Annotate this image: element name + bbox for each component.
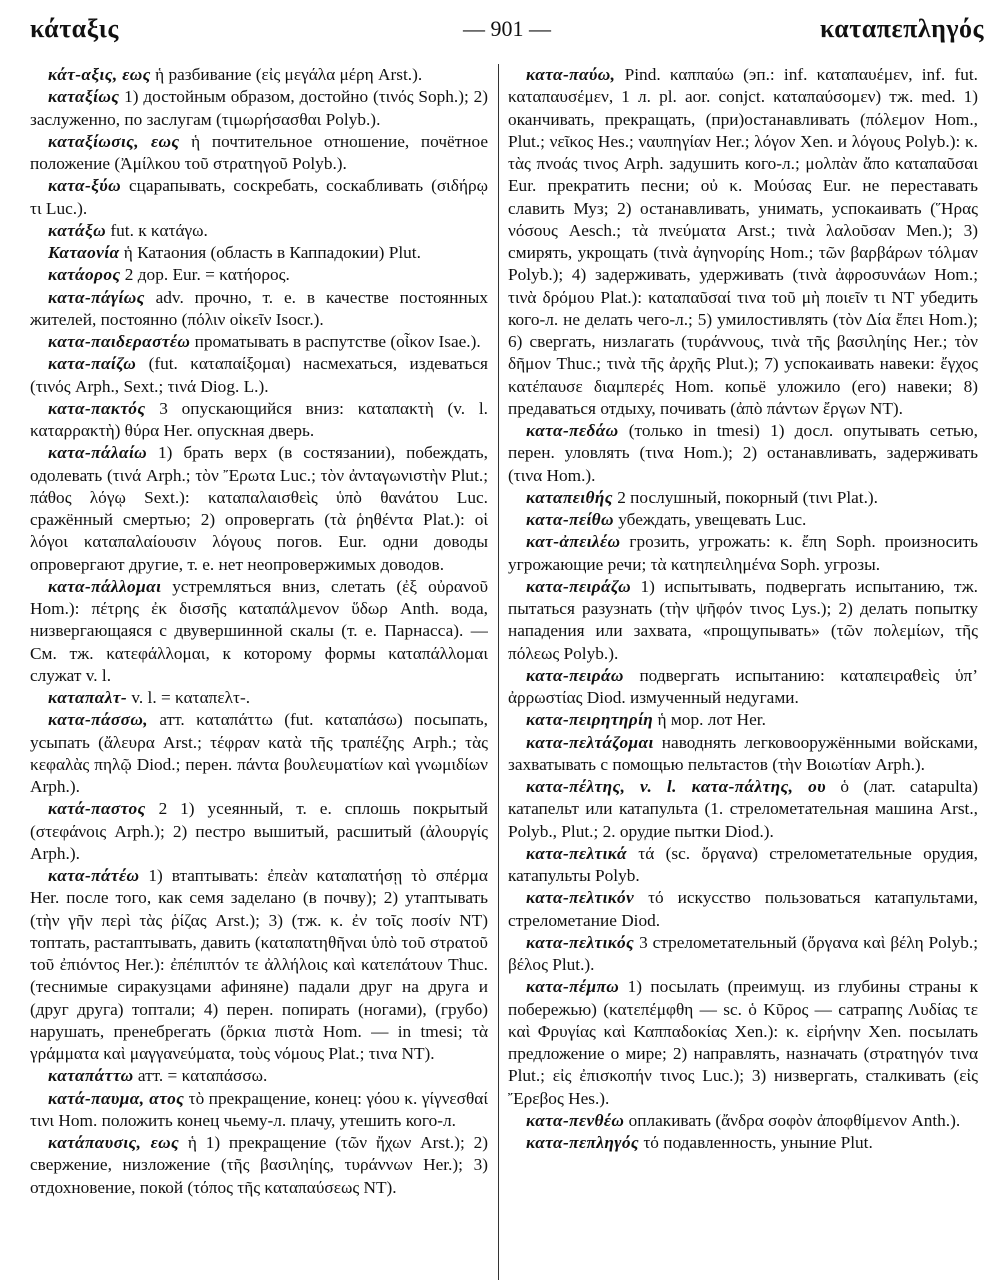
entry-definition: τό подавленность, уныние Plut.: [643, 1133, 873, 1152]
page-header: [30, 8, 984, 48]
entry-definition: τά (sc. ὄργανα) стрелометательные орудия, катапульты Polyb.: [508, 843, 978, 885]
entry-headword: κατα-πακτός: [48, 398, 146, 418]
entry-definition: adv. прочно, т. е. в качестве постоянных жителей, постоянно (πόλιν οἰκεῖν Isocr.).: [30, 287, 488, 329]
dictionary-entry: [508, 887, 978, 932]
dictionary-entry: [30, 709, 488, 798]
dictionary-entry: [508, 932, 978, 977]
entry-headword: Καταονία: [48, 243, 120, 262]
entry-headword: κατα-πελτικόν: [526, 888, 635, 908]
dictionary-entry: [30, 86, 488, 131]
entry-definition: 2 1) усеянный, т. е. сплошь покрытый (στεφάνοις Arph.); 2) пестро вышитый, расшитый (ἀλουργίς Arph.).: [30, 799, 488, 863]
entry-definition: 1) посылать (преимущ. из глубины страны к побережью) (κατεπέμφθη — sc. ὁ Κῦρος — сатрапης Λυδίας τε καὶ Φρυγίας καὶ Καππαδοκίας Xen.): κ. εἰρήνην Xen. посылать предложение о мире; 2) направлять, назначать (στρατηγόν τινα Plut.; εἰς ἐπισκοπήν τινος Luc.); 3) низвергать, сталкивать (εἰς Ἔρεβος Hes.).: [508, 977, 978, 1108]
entry-definition: подвергать испытанию: καταπειραθεὶς ὑπ’ ἀρρωστίας Diod. измученный недугами.: [508, 665, 978, 707]
entry-definition: оплакивать (ἄνδρα σοφὸν ἀποφθίμενον Anth.).: [628, 1110, 961, 1130]
entry-headword: κατα-πεδάω: [526, 421, 619, 440]
entry-headword: κατάορος: [48, 265, 121, 285]
dictionary-entry: [508, 64, 978, 420]
dictionary-entry: [30, 264, 488, 286]
entry-headword: κατα-παύω,: [526, 65, 616, 84]
entry-headword: καταξίως: [48, 87, 120, 107]
entry-definition: τὸ прекращение, конец: γόου κ. γίγνεσθαί τινι Hom. положить конец чьему-л. плачу, утешить кого-л.: [30, 1088, 488, 1130]
entry-headword: κατα-πείθω: [526, 510, 614, 529]
entry-definition: v. l. = καταπελτ-.: [131, 688, 251, 707]
dictionary-entry: [508, 1110, 978, 1132]
entry-definition: проматывать в распутстве (οἶκον Isae.).: [194, 332, 481, 351]
entry-definition: 3 опускающийся вниз: καταπακτὴ (v. l. καταρρακτὴ) θύρα Her. опускная дверь.: [30, 398, 488, 440]
dictionary-entry: [508, 976, 978, 1110]
entry-headword: καταπειθής: [526, 487, 613, 507]
entry-definition: ἡ 1) прекращение (τῶν ἤχων Arst.); 2) свержение, низложение (τῆς βασιληίης, τυράννων Her.); 3) отдохновение, покой (τόπος τῆς καταπαύσεως NT).: [30, 1133, 488, 1197]
entry-headword: κατ-ἀπειλέω: [526, 532, 621, 552]
dictionary-entry: [30, 353, 488, 398]
dictionary-entry: [508, 709, 978, 731]
entry-definition: τό искусство пользоваться катапультами, стрелометание Diod.: [508, 888, 978, 930]
entry-definition: (fut. καταπαίξομαι) насмехаться, издеваться (τινός Arph., Sext.; τινά Diog. L.).: [30, 354, 488, 396]
entry-headword: κατα-πελτικά: [526, 843, 627, 863]
entry-headword: κατα-πάσσω,: [48, 710, 148, 730]
entry-definition: атт. = καταπάσσω.: [137, 1066, 268, 1086]
dictionary-entry: [30, 175, 488, 220]
dictionary-entry: [508, 487, 978, 509]
dictionary-entry: [30, 576, 488, 687]
entry-headword: κατα-πέλτης, v. l. κατα-πάλτης, ου: [526, 777, 827, 796]
entry-definition: убеждать, увещевать Luc.: [618, 510, 807, 529]
entry-headword: κατα-πειράω: [526, 665, 624, 685]
entry-headword: κατάπαυσις, εως: [48, 1133, 180, 1152]
dictionary-entry: [508, 420, 978, 487]
dictionary-entry: [508, 1132, 978, 1154]
dictionary-entry: [30, 687, 488, 709]
page-number: — 901 —: [463, 16, 551, 41]
entry-headword: κατά-παυμα, ατος: [48, 1088, 185, 1108]
entry-definition: (только in tmesi) 1) досл. опутывать сетью, перен. уловлять (τινα Hom.); 2) останавливать, задерживать (τινα Hom.).: [508, 421, 978, 485]
header-right-catchword: καταπεπληγός: [820, 14, 984, 43]
entry-headword: κατα-πειρητηρίη: [526, 710, 654, 730]
entry-definition: fut. к κατάγω.: [110, 220, 208, 240]
entry-headword: κάτ-αξις, εως: [48, 65, 151, 84]
entry-definition: 1) брать верх (в состязании), побеждать, одолевать (τινά Arph.; τὸν Ἔρωτα Luc.; τὸν ἀνταγωνιστὴν Plut.; πάθος λόγῳ Sext.): καταπαλαισθεὶς ὑπὸ θανάτου Luc. сражённый смертью; 2) опровергать (τὰ ῥηθέντα Plat.): οἱ λόγοι καταπαλαίουσιν λόγους погов. Eur. одни доводы опровергают другие, т. е. нет неопровержимых доводов.: [30, 443, 488, 574]
entry-headword: κατα-παίζω: [48, 354, 137, 374]
dictionary-entry: [30, 220, 488, 242]
entry-definition: ὁ (лат. catapulta) катапельт или катапульта (1. стрелометательная машина Arst., Polyb., Plut.; 2. орудие пытки Diod.).: [508, 777, 978, 841]
entry-definition: 2 послушный, покорный (τινι Plat.).: [617, 487, 878, 507]
entry-headword: κατα-πάγίως: [48, 287, 145, 307]
entry-definition: ἡ разбивание (εἰς μεγάλα μέρη Arst.).: [155, 65, 423, 84]
entry-definition: 1) достойным образом, достойно (τινός Soph.); 2) заслуженно, по заслугам (τιμωρήσασθαι Polyb.).: [30, 87, 488, 129]
entry-headword: κατα-πελτάζομαι: [526, 732, 654, 752]
entry-headword: κατα-πειράζω: [526, 576, 631, 596]
entry-definition: атт. καταπάττω (fut. καταπάσω) посыпать, усыпать (ἄλευρα Arst.; τέφραν κατὰ τῆς τραπέζης Arph.; τὰς κεφαλὰς πηλῷ Diod.; перен. πάντα βουλευματίων καὶ γνωμιδίων Arph.).: [30, 710, 488, 796]
dictionary-entry: [30, 1088, 488, 1133]
entry-headword: κατα-πάλλομαι: [48, 576, 162, 596]
dictionary-entry: [508, 776, 978, 843]
left-column: [30, 64, 488, 1282]
dictionary-entry: [30, 442, 488, 576]
entry-definition: ἡ почтительное отношение, почётное положение (Ἀμίλκου τοῦ στρατηγοῦ Polyb.).: [30, 131, 488, 173]
dictionary-entry: [30, 331, 488, 353]
dictionary-entry: [30, 131, 488, 176]
entry-headword: κατα-πενθέω: [526, 1110, 625, 1130]
column-divider: [498, 64, 499, 1280]
entry-definition: ἡ Катаония (область в Каппадокии) Plut.: [123, 243, 421, 262]
entry-definition: 3 стрелометательный (ὄργανα καὶ βέλη Polyb.; βέλος Plut.).: [508, 932, 978, 974]
dictionary-entry: [30, 865, 488, 1065]
entry-headword: κατάξω: [48, 220, 107, 240]
entry-definition: 2 дор. Eur. = κατήορος.: [124, 265, 290, 285]
dictionary-entry: [30, 1132, 488, 1199]
entry-headword: κατα-πάλαίω: [48, 443, 148, 463]
entry-headword: καταπάττω: [48, 1066, 134, 1086]
dictionary-entry: [30, 798, 488, 865]
entry-headword: κατα-ξύω: [48, 176, 122, 196]
dictionary-entry: [30, 398, 488, 443]
dictionary-entry: [30, 242, 488, 264]
entry-headword: κατα-πεπληγός: [526, 1133, 639, 1152]
entry-definition: грозить, угрожать: κ. ἔπη Soph. произносить угрожающие речи; τὰ κατηπειλημένα Soph. угрозы.: [508, 532, 978, 574]
entry-headword: κατα-πάτέω: [48, 866, 140, 885]
header-left-catchword: κάταξις: [30, 14, 119, 43]
entry-headword: καταξίωσις, εως: [48, 131, 180, 151]
dictionary-entry: [508, 576, 978, 665]
entry-headword: κατά-παστος: [48, 799, 146, 819]
entry-definition: 1) втаптывать: ἐπεὰν καταπατήσῃ τὸ σπέρμα Her. после того, как семя заделано (в почву); 2) утаптывать (τὴν γῆν περὶ τὰς ῥίζας Arst.); 3) (тж. κ. ἐν τοῖς ποσίν NT) топтать, растаптывать, давить (καταπατηθῆναι ὑπὸ τοῦ στρατοῦ τοῦ ἐπιόντος Her.): ἐπέπιπτόν τε ἀλλήλοις καὶ κατεπάτουν Thuc. (теснимые сиракузцами афиняне) падали друг на друга и (друг друга) топтали; 4) перен. попирать (ногами), (грубо) нарушать, пренебрегать (ὅρκια πιστὰ Hom. — in tmesi; τὰ γράμματα καὶ μαγγανεύματα, τοὺς νόμους Plat.; τινα NT).: [30, 866, 488, 1063]
entry-definition: устремляться вниз, слетать (ἐξ οὐρανοῦ Hom.): πέτρης ἐκ δισσῆς καταπάλμενον ὕδωρ Anth. вода, низвергающаяся с двувершинной скалы (т. е. Парнасса). — См. тж. κατεφάλλομαι, к которому формы καταπάλλομαι служат v. l.: [30, 576, 488, 685]
dictionary-entry: [30, 64, 488, 86]
dictionary-entry: [508, 509, 978, 531]
entry-definition: ἡ мор. лот Her.: [657, 710, 766, 730]
dictionary-entry: [508, 732, 978, 777]
dictionary-entry: [508, 531, 978, 576]
dictionary-entry: [508, 665, 978, 710]
entry-definition: наводнять легковооружёнными войсками, захватывать с помощью пельтастов (τὴν Βοιωτίαν Arph.).: [508, 732, 978, 774]
entry-headword: κατα-πέμπω: [526, 977, 620, 997]
entry-definition: Pind. καππαύω (эп.: inf. καταπαυέμεν, inf. fut. καταπαυσέμεν, 1 л. pl. aor. conjct. καταπαύσομεν) тж. med. 1) оканчивать, прекращать, (при)останавливать (πόλεμον Hom., Plut.; νεῖκος Hes.; ναυπηγίαν Her.; λόγον Xen. и λόγους Polyb.): κ. τὰς πνοάς τινος Arph. задушить кого-л.; μολπὰν ἄπο καταπαῦσαι Eur. прекратить песни; οὐ κ. Μούσας Eur. не переставать славить Муз; 2) останавливать, унимать, успокаивать (Ἥρας νόσους Aesch.; τὰ πνεύματα Arst.; τινὰ λαλοῦσαν Men.); 3) смирять, укрощать (τινὰ ἀγηνορίης Hom.; τῶν βαρβάρων τόλμαν Polyb.); 4) задерживать, удерживать (τινὰ ἀφροσυνάων Hom.; τινὰ δρόμου Plat.): καταπαῦσαί τινα τοῦ μὴ ποιεῖν τι NT убедить кого-л. не делать чего-л.; 5) умилостивлять (τὸν Δία ἔπει Hom.); 6) свергать, низлагать (τυράννους, τινὰ τῆς βασιληίης Her.; τὸν δῆμον Thuc.; τινὰ τῆς ἀρχῆς Plut.); 7) успокаивать навеки: ἔγχος κατέπαυσε διαμπερές Hom. копьё уложило (его) навеки; 8) предаваться отдыху, почивать (ἀπὸ πάντων ἔργων NT).: [508, 65, 978, 418]
entry-headword: καταπαλτ-: [48, 688, 128, 707]
dictionary-entry: [508, 843, 978, 888]
entry-definition: сцарапывать, соскребать, соскабливать (σιδήρῳ τι Luc.).: [30, 176, 488, 218]
entry-definition: 1) испытывать, подвергать испытанию, тж. пытаться разузнать (τὴν ψῆφόν τινος Lys.); 2) делать попытку нападения или захвата, «прощупывать» (τῶν πολεμίων, τῆς πόλεως Polyb.).: [508, 576, 978, 663]
dictionary-entry: [30, 1065, 488, 1087]
entry-headword: κατα-παιδεραστέω: [48, 332, 191, 351]
right-column: [508, 64, 978, 1282]
dictionary-entry: [30, 287, 488, 332]
entry-headword: κατα-πελτικός: [526, 932, 635, 952]
